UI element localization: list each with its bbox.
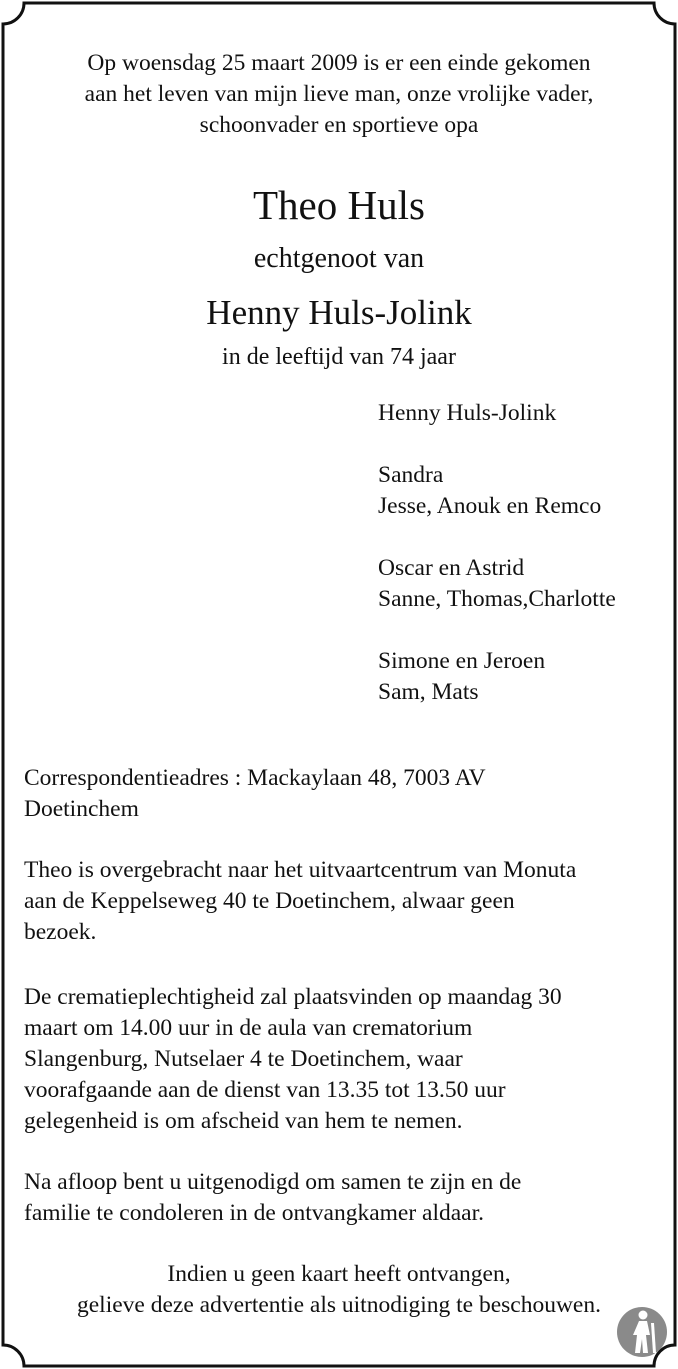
family-member: Oscar en Astrid: [378, 555, 525, 581]
afterwards-paragraph: [24, 1167, 654, 1229]
family-member: Henny Huls-Jolink: [378, 400, 557, 426]
intro-text: [0, 48, 678, 141]
family-list: [378, 398, 616, 708]
paragraph-line: gelegenheid is om afscheid van hem te nemen.: [24, 1108, 463, 1134]
paragraph-line: Na afloop bent u uitgenodigd om samen te zijn en de: [24, 1169, 522, 1195]
family-group: [378, 460, 616, 522]
paragraph-line: Doetinchem: [24, 796, 139, 822]
paragraph-line: aan de Keppelseweg 40 te Doetinchem, alwaar geen: [24, 888, 515, 914]
walking-figure-logo-icon: [615, 1305, 669, 1359]
family-member: Sam, Mats: [378, 679, 479, 705]
family-member: Jesse, Anouk en Remco: [378, 493, 602, 519]
paragraph-line: familie te condoleren in de ontvangkamer aldaar.: [24, 1200, 485, 1226]
closing-line-1: Indien u geen kaart heeft ontvangen,: [167, 1261, 511, 1287]
paragraph-line: maart om 14.00 uur in de aula van crematorium: [24, 1015, 473, 1041]
spouse-name: Henny Huls-Jolink: [206, 293, 472, 332]
paragraph-line: Correspondentieadres : Mackaylaan 48, 7003 AV: [24, 765, 486, 791]
family-member: Sandra: [378, 462, 444, 488]
family-group: [378, 553, 616, 615]
closing-text: [0, 1259, 678, 1321]
paragraph-line: voorafgaande aan de dienst van 13.35 tot 13.50 uur: [24, 1077, 506, 1103]
paragraph-line: bezoek.: [24, 919, 97, 945]
family-member: Sanne, Thomas,Charlotte: [378, 586, 616, 612]
paragraph-line: Slangenburg, Nutselaer 4 te Doetinchem, waar: [24, 1046, 463, 1072]
relation-text: echtgenoot van: [253, 243, 425, 274]
intro-line-2: aan het leven van mijn lieve man, onze vrolijke vader,: [84, 81, 594, 107]
correspondence-paragraph: [24, 763, 654, 825]
transfer-paragraph: [24, 855, 654, 948]
age-text: in de leeftijd van 74 jaar: [222, 344, 456, 370]
family-group: [378, 646, 616, 708]
cremation-paragraph: [24, 982, 654, 1137]
closing-line-2: gelieve deze advertentie als uitnodiging te beschouwen.: [77, 1292, 601, 1318]
family-group: [378, 398, 616, 429]
intro-line-1: Op woensdag 25 maart 2009 is er een einde gekomen: [87, 50, 591, 76]
paragraph-line: Theo is overgebracht naar het uitvaartcentrum van Monuta: [24, 857, 577, 883]
paragraph-line: De crematieplechtigheid zal plaatsvinden op maandag 30: [24, 984, 562, 1010]
deceased-name: Theo Huls: [253, 182, 425, 228]
intro-line-3: schoonvader en sportieve opa: [199, 112, 479, 138]
family-member: Simone en Jeroen: [378, 648, 546, 674]
